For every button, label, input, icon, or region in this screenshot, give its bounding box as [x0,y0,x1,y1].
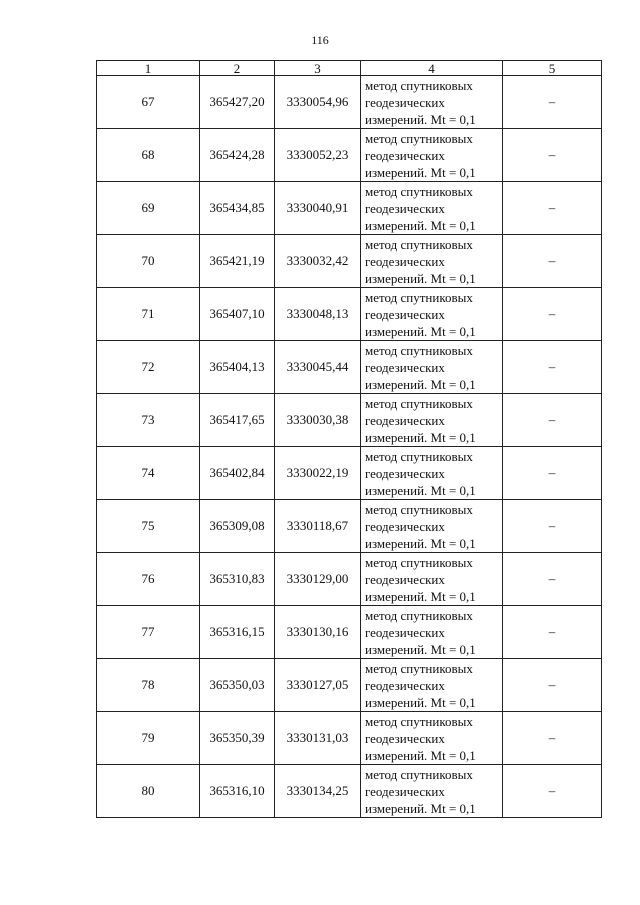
method-cell [361,182,503,235]
y-coordinate-cell: 3330130,16 [275,606,361,659]
point-number-cell: 77 [97,606,200,659]
method-text-line: геодезических [365,147,445,163]
method-text-line: метод спутниковых [365,660,473,676]
method-cell [361,394,503,447]
method-text-line: измерений. Mt = 0,1 [365,641,476,657]
note-cell: – [503,606,602,659]
method-text-line: метод спутниковых [365,448,473,464]
method-cell [361,712,503,765]
method-text-line: измерений. Mt = 0,1 [365,111,476,127]
y-coordinate-cell: 3330030,38 [275,394,361,447]
method-cell [361,129,503,182]
point-number-cell: 80 [97,765,200,818]
note-cell: – [503,129,602,182]
point-number-cell: 68 [97,129,200,182]
method-text-line: метод спутниковых [365,77,473,93]
method-text-line: измерений. Mt = 0,1 [365,747,476,763]
method-cell [361,235,503,288]
note-cell: – [503,182,602,235]
x-coordinate-cell: 365427,20 [200,76,275,129]
point-number-cell: 79 [97,712,200,765]
note-cell: – [503,235,602,288]
y-coordinate-cell: 3330032,42 [275,235,361,288]
table-row [97,182,602,235]
method-text-line: геодезических [365,359,445,375]
table-row [97,553,602,606]
point-number-cell: 72 [97,341,200,394]
point-number-cell: 75 [97,500,200,553]
x-coordinate-cell: 365309,08 [200,500,275,553]
y-coordinate-cell: 3330022,19 [275,447,361,500]
y-coordinate-cell: 3330131,03 [275,712,361,765]
y-coordinate-cell: 3330127,05 [275,659,361,712]
y-coordinate-cell: 3330129,00 [275,553,361,606]
table-row [97,765,602,818]
x-coordinate-cell: 365402,84 [200,447,275,500]
method-text-line: измерений. Mt = 0,1 [365,217,476,233]
x-coordinate-cell: 365316,15 [200,606,275,659]
header-row [97,61,602,76]
column-header-4: 4 [361,61,503,76]
method-text-line: геодезических [365,730,445,746]
method-text-line: геодезических [365,200,445,216]
point-number-cell: 70 [97,235,200,288]
method-cell [361,606,503,659]
x-coordinate-cell: 365417,65 [200,394,275,447]
method-text-line: геодезических [365,624,445,640]
y-coordinate-cell: 3330052,23 [275,129,361,182]
page-number: 116 [311,33,329,47]
table-row [97,606,602,659]
table-row [97,447,602,500]
method-text-line: измерений. Mt = 0,1 [365,270,476,286]
table-row [97,712,602,765]
table-row [97,394,602,447]
method-cell [361,500,503,553]
method-cell [361,447,503,500]
method-cell [361,341,503,394]
table-row [97,235,602,288]
x-coordinate-cell: 365424,28 [200,129,275,182]
x-coordinate-cell: 365407,10 [200,288,275,341]
note-cell: – [503,447,602,500]
method-text-line: метод спутниковых [365,395,473,411]
x-coordinate-cell: 365434,85 [200,182,275,235]
column-header-2: 2 [200,61,275,76]
point-number-cell: 67 [97,76,200,129]
method-cell [361,553,503,606]
column-header-3: 3 [275,61,361,76]
x-coordinate-cell: 365350,03 [200,659,275,712]
note-cell: – [503,765,602,818]
x-coordinate-cell: 365310,83 [200,553,275,606]
note-cell: – [503,500,602,553]
note-cell: – [503,394,602,447]
point-number-cell: 73 [97,394,200,447]
method-text-line: геодезических [365,94,445,110]
method-text-line: измерений. Mt = 0,1 [365,164,476,180]
table-row [97,76,602,129]
method-text-line: измерений. Mt = 0,1 [365,323,476,339]
method-text-line: метод спутниковых [365,554,473,570]
table-row [97,129,602,182]
method-text-line: измерений. Mt = 0,1 [365,588,476,604]
table-row [97,500,602,553]
method-text-line: геодезических [365,253,445,269]
x-coordinate-cell: 365421,19 [200,235,275,288]
method-text-line: измерений. Mt = 0,1 [365,482,476,498]
table-body [97,76,602,818]
x-coordinate-cell: 365316,10 [200,765,275,818]
method-text-line: измерений. Mt = 0,1 [365,429,476,445]
point-number-cell: 76 [97,553,200,606]
coordinates-table [96,60,602,818]
y-coordinate-cell: 3330040,91 [275,182,361,235]
method-text-line: геодезических [365,677,445,693]
column-header-5: 5 [503,61,602,76]
table-row [97,288,602,341]
x-coordinate-cell: 365404,13 [200,341,275,394]
method-text-line: метод спутниковых [365,713,473,729]
method-cell [361,765,503,818]
method-text-line: метод спутниковых [365,289,473,305]
y-coordinate-cell: 3330134,25 [275,765,361,818]
method-text-line: метод спутниковых [365,130,473,146]
method-text-line: измерений. Mt = 0,1 [365,535,476,551]
point-number-cell: 78 [97,659,200,712]
method-cell [361,659,503,712]
method-text-line: измерений. Mt = 0,1 [365,376,476,392]
point-number-cell: 74 [97,447,200,500]
method-text-line: геодезических [365,412,445,428]
method-text-line: геодезических [365,465,445,481]
note-cell: – [503,288,602,341]
point-number-cell: 71 [97,288,200,341]
y-coordinate-cell: 3330118,67 [275,500,361,553]
method-text-line: геодезических [365,518,445,534]
method-text-line: измерений. Mt = 0,1 [365,800,476,816]
method-text-line: метод спутниковых [365,766,473,782]
table-row [97,341,602,394]
note-cell: – [503,659,602,712]
y-coordinate-cell: 3330048,13 [275,288,361,341]
method-text-line: измерений. Mt = 0,1 [365,694,476,710]
y-coordinate-cell: 3330045,44 [275,341,361,394]
method-text-line: метод спутниковых [365,607,473,623]
method-text-line: геодезических [365,571,445,587]
method-text-line: геодезических [365,306,445,322]
column-header-1: 1 [97,61,200,76]
note-cell: – [503,76,602,129]
note-cell: – [503,553,602,606]
note-cell: – [503,341,602,394]
table-row [97,659,602,712]
note-cell: – [503,712,602,765]
method-text-line: метод спутниковых [365,501,473,517]
method-text-line: метод спутниковых [365,183,473,199]
method-text-line: метод спутниковых [365,342,473,358]
point-number-cell: 69 [97,182,200,235]
y-coordinate-cell: 3330054,96 [275,76,361,129]
method-text-line: геодезических [365,783,445,799]
x-coordinate-cell: 365350,39 [200,712,275,765]
method-cell [361,76,503,129]
method-cell [361,288,503,341]
method-text-line: метод спутниковых [365,236,473,252]
